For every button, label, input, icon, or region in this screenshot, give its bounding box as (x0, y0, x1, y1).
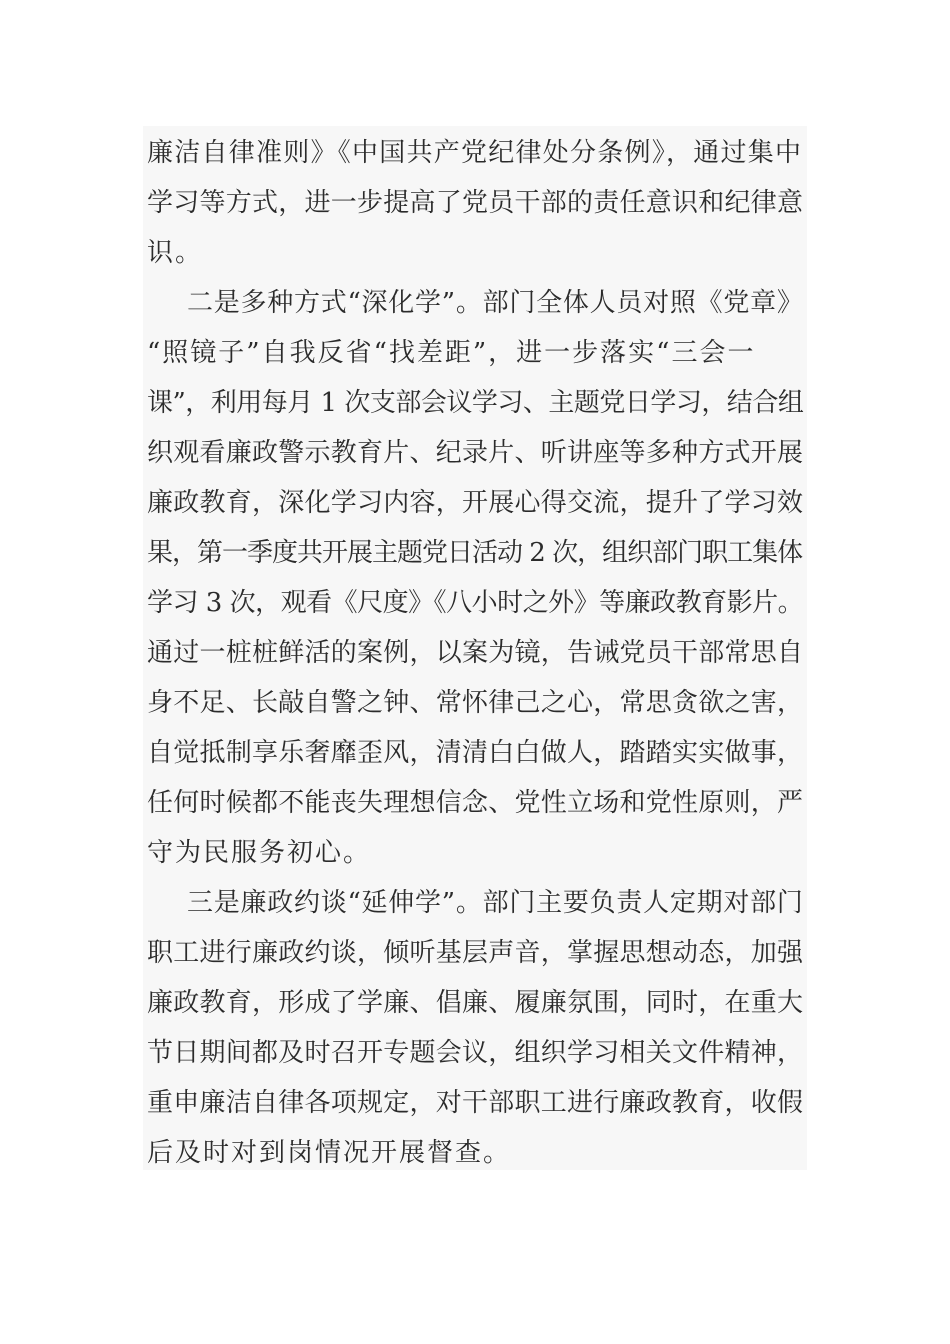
text-line-5: “照镜子”自我反省“找差距”，进一步落实“三会一 (147, 338, 756, 368)
text-line-20: 重申廉洁自律各项规定，对干部职工进行廉政教育，收假 (147, 1088, 804, 1118)
text-line-18: 廉政教育，形成了学廉、倡廉、履廉氛围，同时，在重大 (147, 988, 804, 1018)
paragraph-2-first-line: 二是多种方式“深化学”。部门全体人员对照《党章》 (187, 288, 804, 318)
text-line-19: 节日期间都及时召开专题会议，组织学习相关文件精神， (147, 1038, 804, 1068)
text-line-12: 身不足、长敲自警之钟、常怀律己之心，常思贪欲之害， (147, 688, 804, 718)
text-line-10: 学习 3 次，观看《尺度》《八小时之外》等廉政教育影片。 (147, 588, 804, 618)
text-line-11: 通过一桩桩鲜活的案例，以案为镜，告诫党员干部常思自 (147, 638, 804, 668)
document-text-block (143, 126, 807, 1170)
text-line-9: 果，第一季度共开展主题党日活动 2 次，组织部门职工集体 (147, 538, 803, 568)
paragraph-3-first-line: 三是廉政约谈“延伸学”。部门主要负责人定期对部门 (187, 888, 804, 918)
text-line-3: 识。 (147, 238, 204, 268)
text-line-2: 学习等方式，进一步提高了党员干部的责任意识和纪律意 (147, 188, 804, 218)
text-line-8: 廉政教育，深化学习内容，开展心得交流，提升了学习效 (147, 488, 804, 518)
text-line-6: 课”，利用每月 1 次支部会议学习、主题党日学习，结合组 (147, 388, 804, 418)
text-line-21: 后及时对到岗情况开展督查。 (147, 1138, 512, 1168)
text-line-13: 自觉抵制享乐奢靡歪风，清清白白做人，踏踏实实做事， (147, 738, 804, 768)
text-line-14: 任何时候都不能丧失理想信念、党性立场和党性原则，严 (147, 788, 804, 818)
text-line-17: 职工进行廉政约谈，倾听基层声音，掌握思想动态，加强 (147, 938, 804, 968)
text-line-7: 织观看廉政警示教育片、纪录片、听讲座等多种方式开展 (147, 438, 804, 468)
text-line-15: 守为民服务初心。 (147, 838, 372, 868)
text-line-1: 廉洁自律准则》《中国共产党纪律处分条例》，通过集中 (147, 138, 803, 168)
